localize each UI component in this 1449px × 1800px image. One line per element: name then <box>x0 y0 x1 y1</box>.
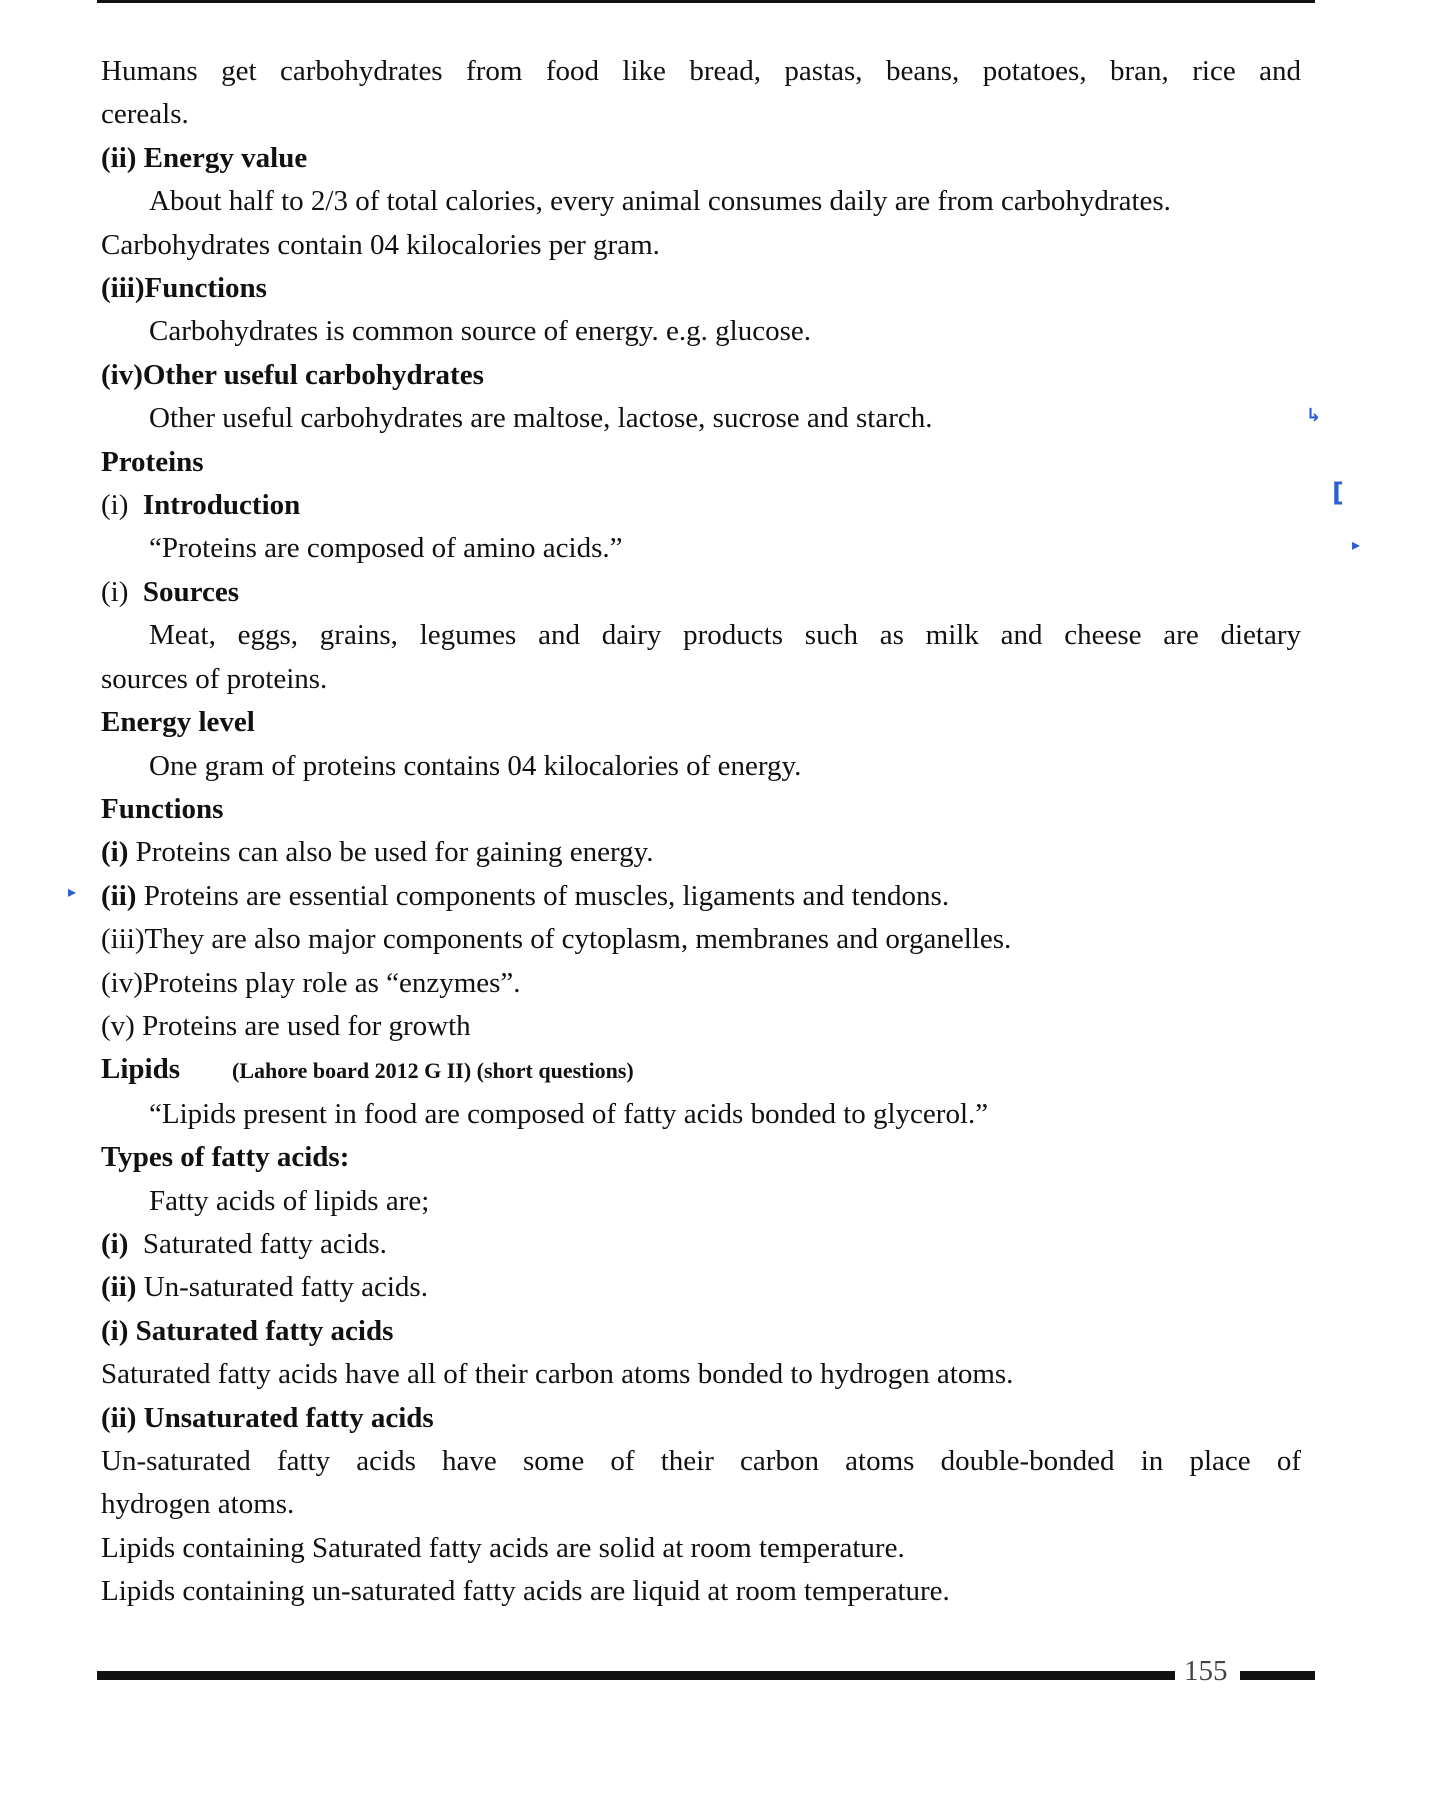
heading: Functions <box>101 792 224 825</box>
paragraph: About half to 2/3 of total calories, every animal consumes daily are from carbohydrates. <box>149 185 1171 218</box>
section-heading-proteins: Proteins <box>101 445 204 478</box>
section-heading-lipids: Lipids <box>101 1053 180 1086</box>
list-item <box>101 918 1301 961</box>
paragraph: “Proteins are composed of amino acids.” <box>149 532 623 565</box>
list-text: Proteins are essential components of muscles, ligaments and tendons. <box>143 879 950 912</box>
list-item <box>101 831 1301 874</box>
list-number: (v) <box>101 1009 135 1042</box>
top-rule <box>97 0 1315 3</box>
paragraph: “Lipids present in food are composed of fatty acids bonded to glycerol.” <box>149 1097 989 1130</box>
list-text: Proteins are used for growth <box>142 1009 471 1042</box>
heading: (ii) Unsaturated fatty acids <box>101 1401 434 1434</box>
footer-rule <box>97 1671 1175 1680</box>
list-text: Saturated fatty acids. <box>142 1227 387 1260</box>
list-number: (ii) <box>101 1271 137 1304</box>
heading <box>101 1048 1301 1092</box>
heading: (iii)Functions <box>101 272 267 305</box>
paragraph: Lipids containing Saturated fatty acids are solid at room temperature. <box>101 1531 905 1564</box>
list-item <box>101 1223 1301 1266</box>
list-number: (i) <box>101 489 129 522</box>
pen-mark-icon: ↳ <box>1306 405 1322 426</box>
list-item <box>101 1005 1301 1048</box>
paragraph: Lipids containing un-saturated fatty acids are liquid at room temperature. <box>101 1575 950 1608</box>
paragraph: hydrogen atoms. <box>101 1488 295 1521</box>
heading: (iv)Other useful carbohydrates <box>101 358 484 391</box>
board-reference: (Lahore board 2012 G II) (short questions) <box>232 1058 634 1084</box>
heading: Energy level <box>101 706 255 739</box>
page-number: 155 <box>1184 1655 1228 1687</box>
footer-rule <box>1240 1671 1315 1680</box>
paragraph: Carbohydrates is common source of energy. e.g. glucose. <box>149 315 811 348</box>
paragraph: Saturated fatty acids have all of their carbon atoms bonded to hydrogen atoms. <box>101 1358 1014 1391</box>
heading <box>101 571 1301 614</box>
list-number: (i) <box>101 836 129 869</box>
list-number: (iii) <box>101 923 145 956</box>
heading-label: Introduction <box>142 489 301 522</box>
list-text: Proteins can also be used for gaining energy. <box>135 836 654 869</box>
paragraph: One gram of proteins contains 04 kilocalories of energy. <box>149 749 802 782</box>
pen-mark-icon: ▸ <box>1352 535 1361 554</box>
list-number: (ii) <box>101 879 137 912</box>
list-text: Un-saturated fatty acids. <box>143 1271 428 1304</box>
page-content <box>101 50 1301 1614</box>
heading: (i) Saturated fatty acids <box>101 1314 394 1347</box>
pen-mark-icon: ▸ <box>68 882 77 901</box>
paragraph: sources of proteins. <box>101 662 328 695</box>
paragraph: Other useful carbohydrates are maltose, lactose, sucrose and starch. <box>149 402 933 435</box>
list-number: (iv) <box>101 966 143 999</box>
paragraph: Un-saturated fatty acids have some of their carbon atoms double-bonded in place of <box>101 1445 1301 1477</box>
paragraph: Humans get carbohydrates from food like bread, pastas, beans, potatoes, bran, rice and <box>101 55 1301 87</box>
list-item <box>101 962 1301 1005</box>
heading: Types of fatty acids: <box>101 1141 350 1174</box>
list-item <box>101 1266 1301 1309</box>
paragraph: Fatty acids of lipids are; <box>149 1184 430 1217</box>
heading <box>101 484 1301 527</box>
list-number: (i) <box>101 575 129 608</box>
list-item <box>101 875 1301 918</box>
list-text: Proteins play role as “enzymes”. <box>142 966 521 999</box>
list-text: They are also major components of cytoplasm, membranes and organelles. <box>144 923 1012 956</box>
paragraph: cereals. <box>101 98 189 131</box>
paragraph: Meat, eggs, grains, legumes and dairy products such as milk and cheese are dietary <box>149 619 1301 652</box>
pen-mark-icon: [ <box>1332 478 1344 508</box>
heading-label: Sources <box>142 575 240 608</box>
list-number: (i) <box>101 1227 129 1260</box>
heading: (ii) Energy value <box>101 141 308 174</box>
paragraph: Carbohydrates contain 04 kilocalories per gram. <box>101 228 660 261</box>
